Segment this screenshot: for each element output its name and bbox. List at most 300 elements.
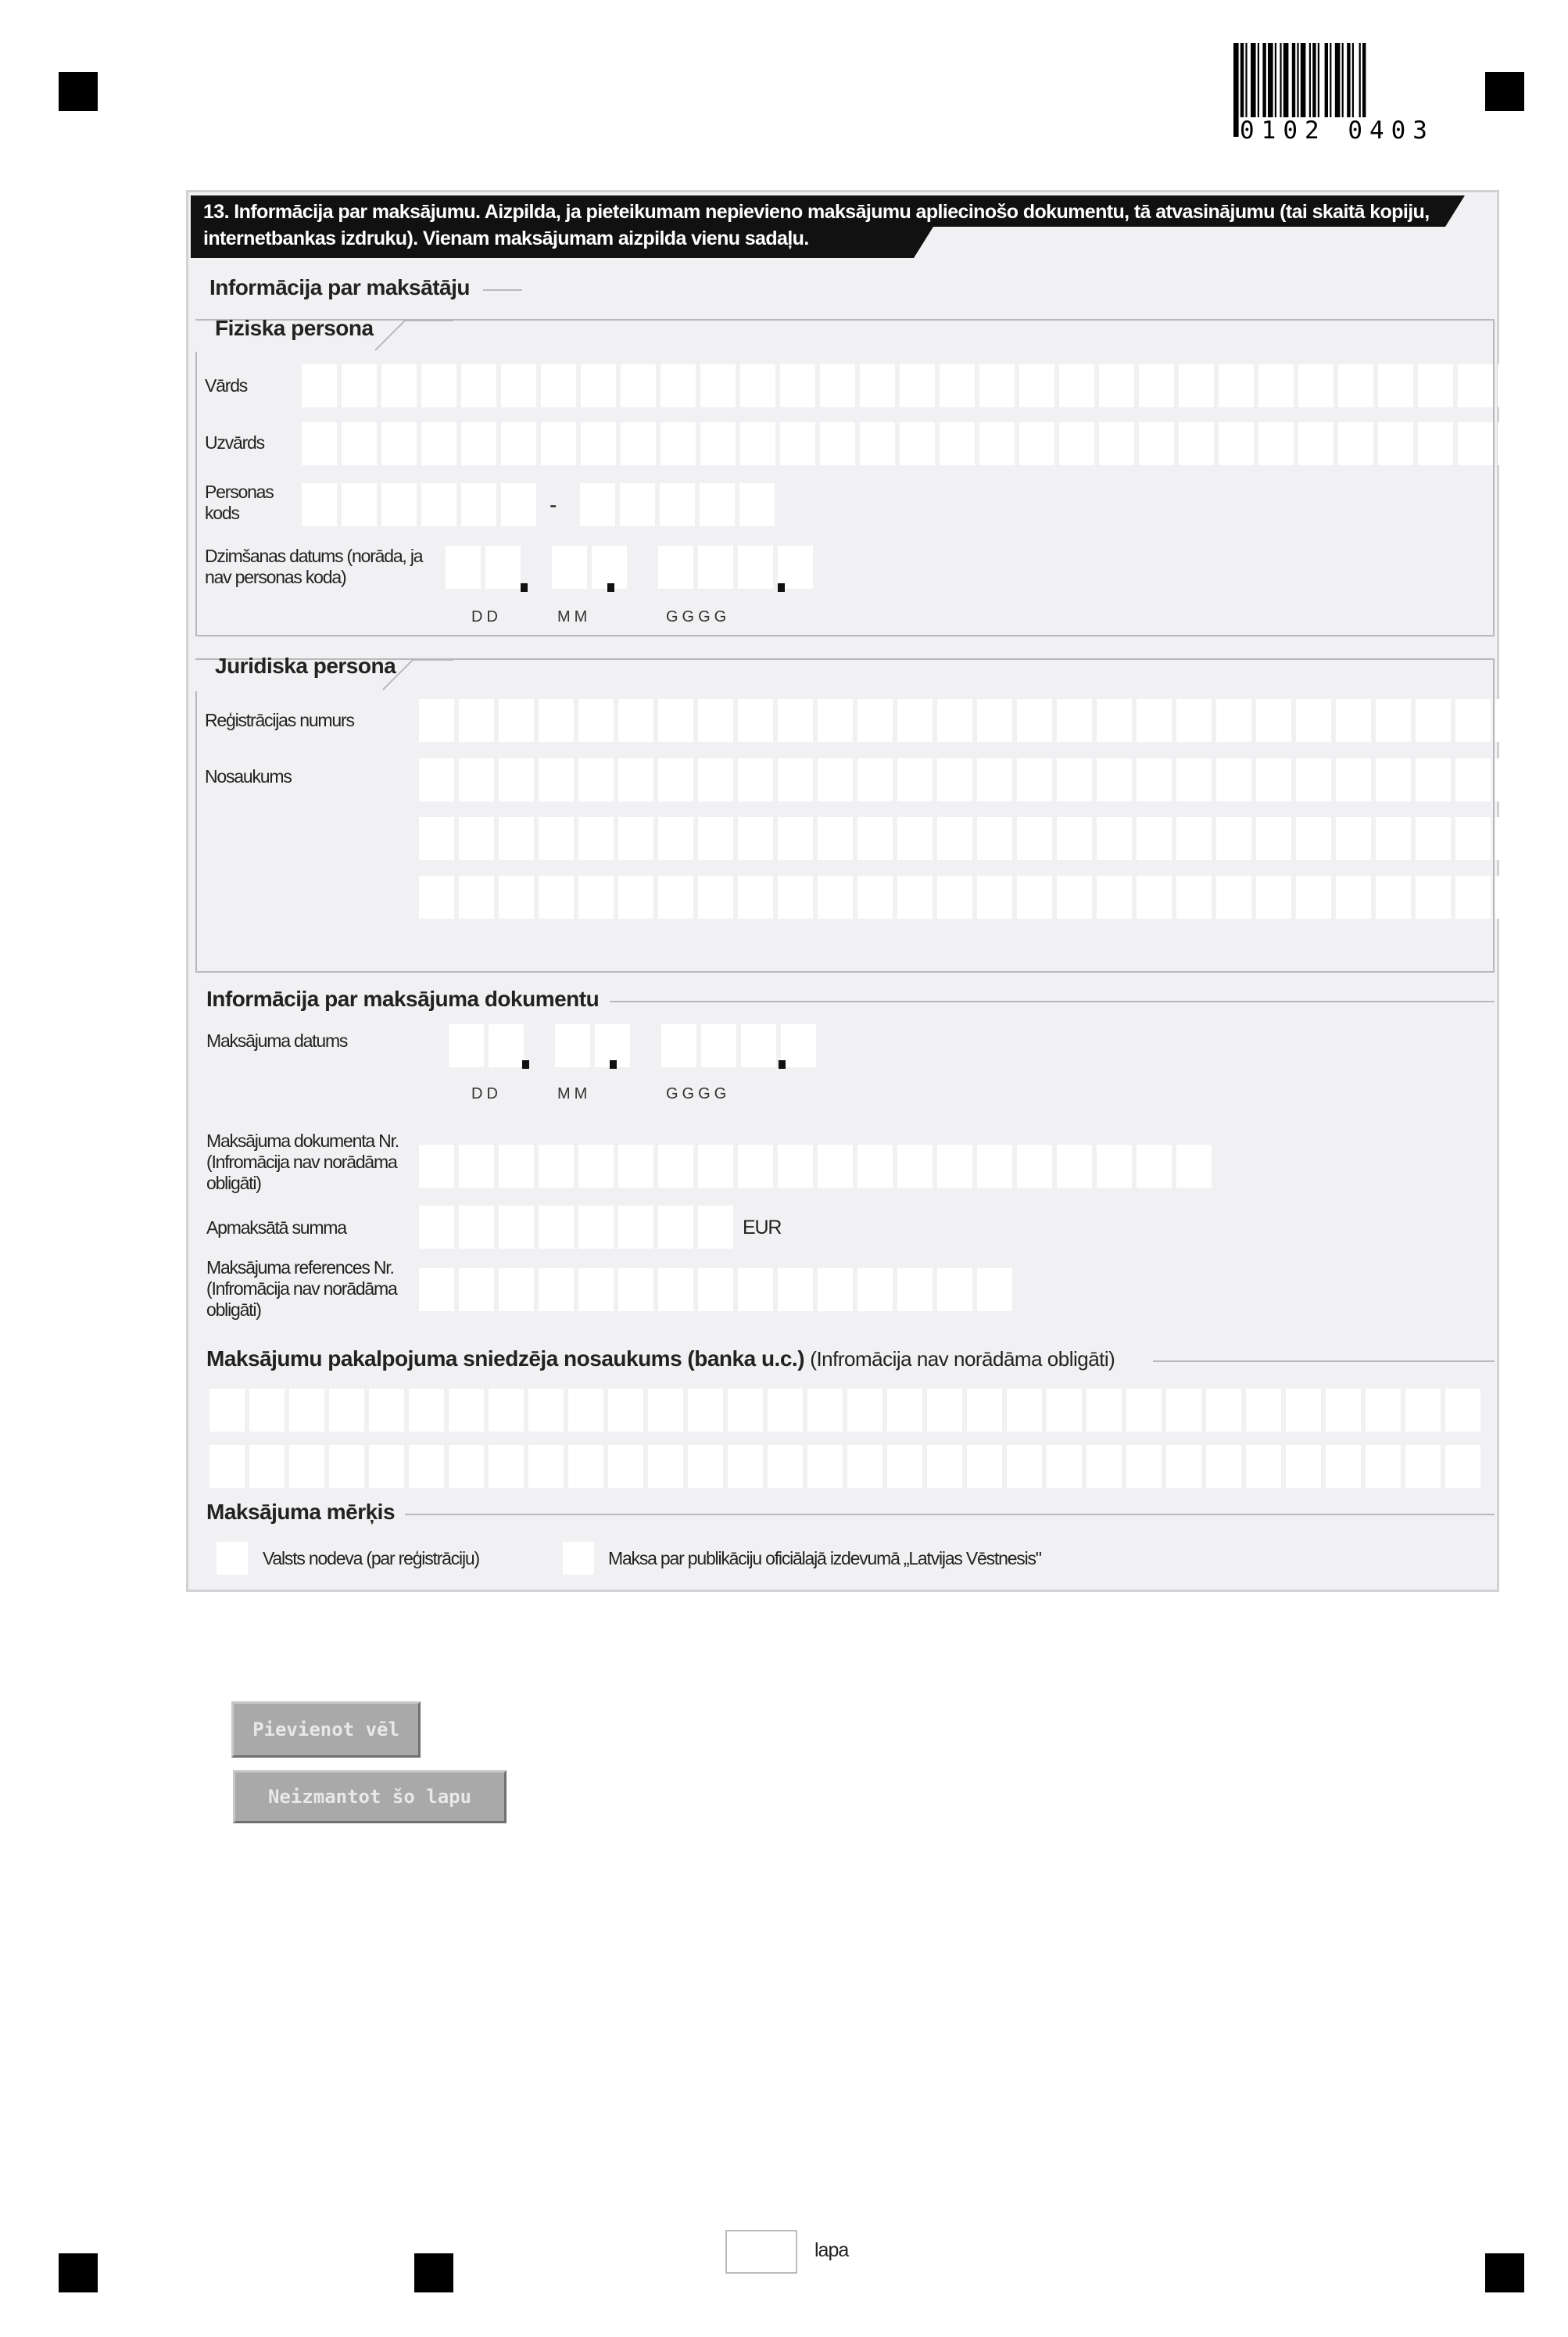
char-box[interactable]	[1097, 817, 1132, 860]
char-box[interactable]	[1137, 758, 1172, 801]
char-box[interactable]	[738, 1145, 773, 1188]
char-box[interactable]	[618, 758, 653, 801]
char-box[interactable]	[1326, 1445, 1361, 1488]
char-box[interactable]	[698, 1206, 733, 1249]
char-box[interactable]	[459, 817, 494, 860]
payment-date-input[interactable]	[449, 1024, 821, 1067]
char-box[interactable]	[419, 758, 454, 801]
char-box[interactable]	[1405, 1445, 1441, 1488]
char-box[interactable]	[660, 364, 696, 407]
char-box[interactable]	[860, 422, 895, 465]
char-box[interactable]	[741, 1024, 776, 1067]
birth-date-input[interactable]	[446, 546, 818, 589]
char-box[interactable]	[847, 1389, 882, 1432]
char-box[interactable]	[818, 758, 853, 801]
char-box[interactable]	[807, 1389, 843, 1432]
char-box[interactable]	[618, 1206, 653, 1249]
char-box[interactable]	[409, 1445, 444, 1488]
char-box[interactable]	[608, 1389, 643, 1432]
char-box[interactable]	[578, 1268, 614, 1311]
char-box[interactable]	[977, 758, 1012, 801]
char-box[interactable]	[1246, 1389, 1281, 1432]
char-box[interactable]	[927, 1445, 962, 1488]
char-box[interactable]	[1097, 876, 1132, 919]
char-box[interactable]	[1176, 876, 1212, 919]
char-box[interactable]	[1216, 876, 1251, 919]
char-box[interactable]	[461, 364, 496, 407]
char-box[interactable]	[660, 483, 695, 526]
char-box[interactable]	[499, 876, 534, 919]
char-box[interactable]	[778, 546, 813, 589]
char-box[interactable]	[739, 483, 775, 526]
char-box[interactable]	[661, 1024, 696, 1067]
char-box[interactable]	[1137, 876, 1172, 919]
char-box[interactable]	[1017, 876, 1052, 919]
char-box[interactable]	[860, 364, 895, 407]
char-box[interactable]	[977, 1268, 1012, 1311]
char-box[interactable]	[778, 876, 813, 919]
char-box[interactable]	[1445, 1445, 1480, 1488]
char-box[interactable]	[658, 1145, 693, 1188]
char-box[interactable]	[937, 699, 972, 742]
char-box[interactable]	[1216, 699, 1251, 742]
char-box[interactable]	[1047, 1445, 1082, 1488]
company-name-input-line3[interactable]	[419, 876, 1535, 919]
char-box[interactable]	[1139, 422, 1174, 465]
char-box[interactable]	[1445, 1389, 1480, 1432]
char-box[interactable]	[592, 546, 627, 589]
char-box[interactable]	[818, 817, 853, 860]
char-box[interactable]	[698, 699, 733, 742]
char-box[interactable]	[1495, 699, 1530, 742]
char-box[interactable]	[1087, 1445, 1122, 1488]
char-box[interactable]	[1256, 758, 1291, 801]
char-box[interactable]	[738, 546, 773, 589]
char-box[interactable]	[421, 364, 456, 407]
char-box[interactable]	[1455, 876, 1491, 919]
char-box[interactable]	[698, 817, 733, 860]
char-box[interactable]	[658, 876, 693, 919]
char-box[interactable]	[1176, 1145, 1212, 1188]
char-box[interactable]	[541, 364, 576, 407]
dont-use-page-button[interactable]: Neizmantot šo lapu	[233, 1770, 507, 1823]
char-box[interactable]	[419, 876, 454, 919]
char-box[interactable]	[568, 1445, 603, 1488]
personal-code-part2-input[interactable]	[580, 483, 779, 526]
char-box[interactable]	[1336, 817, 1371, 860]
char-box[interactable]	[768, 1445, 803, 1488]
char-box[interactable]	[1176, 758, 1212, 801]
char-box[interactable]	[1455, 817, 1491, 860]
char-box[interactable]	[897, 699, 933, 742]
char-box[interactable]	[499, 758, 534, 801]
char-box[interactable]	[818, 699, 853, 742]
char-box[interactable]	[658, 699, 693, 742]
char-box[interactable]	[302, 483, 337, 526]
char-box[interactable]	[658, 817, 693, 860]
company-name-input-line2[interactable]	[419, 817, 1535, 860]
char-box[interactable]	[568, 1389, 603, 1432]
char-box[interactable]	[1376, 817, 1411, 860]
char-box[interactable]	[1216, 817, 1251, 860]
char-box[interactable]	[807, 1445, 843, 1488]
char-box[interactable]	[818, 1268, 853, 1311]
char-box[interactable]	[1296, 699, 1331, 742]
char-box[interactable]	[1246, 1445, 1281, 1488]
char-box[interactable]	[209, 1389, 245, 1432]
char-box[interactable]	[738, 876, 773, 919]
char-box[interactable]	[1296, 876, 1331, 919]
char-box[interactable]	[698, 546, 733, 589]
reference-input[interactable]	[419, 1268, 1017, 1311]
char-box[interactable]	[539, 876, 574, 919]
char-box[interactable]	[381, 483, 417, 526]
char-box[interactable]	[489, 1024, 524, 1067]
char-box[interactable]	[897, 817, 933, 860]
char-box[interactable]	[1416, 876, 1451, 919]
char-box[interactable]	[1206, 1389, 1241, 1432]
char-box[interactable]	[1097, 1145, 1132, 1188]
char-box[interactable]	[1057, 758, 1092, 801]
char-box[interactable]	[700, 364, 736, 407]
char-box[interactable]	[618, 876, 653, 919]
char-box[interactable]	[618, 1145, 653, 1188]
char-box[interactable]	[1498, 422, 1533, 465]
last-name-input[interactable]	[302, 422, 1538, 465]
char-box[interactable]	[1057, 699, 1092, 742]
char-box[interactable]	[780, 422, 815, 465]
char-box[interactable]	[449, 1445, 484, 1488]
char-box[interactable]	[778, 817, 813, 860]
char-box[interactable]	[1378, 364, 1413, 407]
char-box[interactable]	[1007, 1389, 1042, 1432]
char-box[interactable]	[461, 422, 496, 465]
char-box[interactable]	[700, 483, 735, 526]
char-box[interactable]	[1286, 1445, 1321, 1488]
char-box[interactable]	[209, 1445, 245, 1488]
char-box[interactable]	[539, 699, 574, 742]
state-fee-checkbox[interactable]	[217, 1542, 248, 1575]
char-box[interactable]	[979, 422, 1015, 465]
char-box[interactable]	[499, 699, 534, 742]
char-box[interactable]	[977, 876, 1012, 919]
char-box[interactable]	[618, 817, 653, 860]
char-box[interactable]	[1495, 817, 1530, 860]
char-box[interactable]	[818, 876, 853, 919]
char-box[interactable]	[618, 699, 653, 742]
char-box[interactable]	[1139, 364, 1174, 407]
char-box[interactable]	[940, 422, 975, 465]
char-box[interactable]	[539, 817, 574, 860]
char-box[interactable]	[501, 422, 536, 465]
char-box[interactable]	[1458, 422, 1493, 465]
char-box[interactable]	[1126, 1445, 1162, 1488]
char-box[interactable]	[539, 1145, 574, 1188]
char-box[interactable]	[1376, 699, 1411, 742]
char-box[interactable]	[780, 364, 815, 407]
char-box[interactable]	[728, 1389, 763, 1432]
char-box[interactable]	[768, 1389, 803, 1432]
char-box[interactable]	[937, 1268, 972, 1311]
company-name-input-line1[interactable]	[419, 758, 1535, 801]
char-box[interactable]	[489, 1445, 524, 1488]
char-box[interactable]	[1378, 422, 1413, 465]
char-box[interactable]	[897, 1268, 933, 1311]
char-box[interactable]	[1017, 699, 1052, 742]
char-box[interactable]	[289, 1389, 324, 1432]
char-box[interactable]	[449, 1389, 484, 1432]
char-box[interactable]	[701, 1024, 736, 1067]
char-box[interactable]	[977, 699, 1012, 742]
char-box[interactable]	[581, 364, 616, 407]
char-box[interactable]	[1057, 876, 1092, 919]
char-box[interactable]	[887, 1389, 922, 1432]
char-box[interactable]	[621, 422, 656, 465]
char-box[interactable]	[552, 546, 587, 589]
char-box[interactable]	[1418, 364, 1453, 407]
char-box[interactable]	[1298, 422, 1334, 465]
char-box[interactable]	[446, 546, 481, 589]
char-box[interactable]	[1455, 758, 1491, 801]
char-box[interactable]	[1416, 699, 1451, 742]
char-box[interactable]	[740, 364, 775, 407]
char-box[interactable]	[857, 699, 893, 742]
char-box[interactable]	[1047, 1389, 1082, 1432]
char-box[interactable]	[937, 758, 972, 801]
char-box[interactable]	[528, 1445, 564, 1488]
char-box[interactable]	[1458, 364, 1493, 407]
char-box[interactable]	[618, 1268, 653, 1311]
char-box[interactable]	[740, 422, 775, 465]
char-box[interactable]	[528, 1389, 564, 1432]
char-box[interactable]	[381, 364, 417, 407]
char-box[interactable]	[459, 758, 494, 801]
char-box[interactable]	[459, 1206, 494, 1249]
char-box[interactable]	[302, 422, 337, 465]
char-box[interactable]	[738, 699, 773, 742]
char-box[interactable]	[1017, 817, 1052, 860]
char-box[interactable]	[499, 1268, 534, 1311]
char-box[interactable]	[1219, 422, 1254, 465]
char-box[interactable]	[1137, 817, 1172, 860]
char-box[interactable]	[738, 817, 773, 860]
char-box[interactable]	[419, 1268, 454, 1311]
char-box[interactable]	[857, 1145, 893, 1188]
char-box[interactable]	[967, 1389, 1002, 1432]
char-box[interactable]	[1338, 422, 1373, 465]
char-box[interactable]	[977, 817, 1012, 860]
char-box[interactable]	[1166, 1445, 1201, 1488]
char-box[interactable]	[1206, 1445, 1241, 1488]
char-box[interactable]	[1495, 876, 1530, 919]
char-box[interactable]	[499, 1145, 534, 1188]
char-box[interactable]	[1326, 1389, 1361, 1432]
char-box[interactable]	[1418, 422, 1453, 465]
char-box[interactable]	[1256, 699, 1291, 742]
char-box[interactable]	[1498, 364, 1533, 407]
char-box[interactable]	[1296, 758, 1331, 801]
char-box[interactable]	[847, 1445, 882, 1488]
char-box[interactable]	[937, 876, 972, 919]
char-box[interactable]	[927, 1389, 962, 1432]
amount-input[interactable]	[419, 1206, 738, 1249]
char-box[interactable]	[738, 758, 773, 801]
char-box[interactable]	[698, 1268, 733, 1311]
char-box[interactable]	[302, 364, 337, 407]
char-box[interactable]	[1366, 1445, 1401, 1488]
char-box[interactable]	[1017, 1145, 1052, 1188]
char-box[interactable]	[1057, 1145, 1092, 1188]
char-box[interactable]	[688, 1445, 723, 1488]
char-box[interactable]	[539, 1268, 574, 1311]
char-box[interactable]	[1087, 1389, 1122, 1432]
char-box[interactable]	[1455, 699, 1491, 742]
char-box[interactable]	[501, 364, 536, 407]
char-box[interactable]	[900, 422, 935, 465]
char-box[interactable]	[1219, 364, 1254, 407]
char-box[interactable]	[1338, 364, 1373, 407]
char-box[interactable]	[419, 1145, 454, 1188]
first-name-input[interactable]	[302, 364, 1538, 407]
char-box[interactable]	[648, 1389, 683, 1432]
personal-code-part1-input[interactable]	[302, 483, 541, 526]
char-box[interactable]	[1099, 422, 1134, 465]
char-box[interactable]	[369, 1445, 404, 1488]
char-box[interactable]	[578, 817, 614, 860]
char-box[interactable]	[1256, 876, 1291, 919]
char-box[interactable]	[658, 758, 693, 801]
char-box[interactable]	[1495, 758, 1530, 801]
char-box[interactable]	[580, 483, 615, 526]
char-box[interactable]	[578, 1206, 614, 1249]
char-box[interactable]	[658, 1268, 693, 1311]
char-box[interactable]	[620, 483, 655, 526]
char-box[interactable]	[329, 1445, 364, 1488]
char-box[interactable]	[459, 1145, 494, 1188]
char-box[interactable]	[1137, 1145, 1172, 1188]
char-box[interactable]	[249, 1445, 285, 1488]
char-box[interactable]	[1059, 364, 1094, 407]
char-box[interactable]	[329, 1389, 364, 1432]
char-box[interactable]	[1057, 817, 1092, 860]
char-box[interactable]	[857, 1268, 893, 1311]
char-box[interactable]	[1258, 422, 1294, 465]
char-box[interactable]	[1176, 817, 1212, 860]
char-box[interactable]	[1405, 1389, 1441, 1432]
char-box[interactable]	[459, 1268, 494, 1311]
char-box[interactable]	[778, 1145, 813, 1188]
char-box[interactable]	[1179, 364, 1214, 407]
char-box[interactable]	[688, 1389, 723, 1432]
char-box[interactable]	[818, 1145, 853, 1188]
char-box[interactable]	[409, 1389, 444, 1432]
char-box[interactable]	[555, 1024, 590, 1067]
char-box[interactable]	[900, 364, 935, 407]
char-box[interactable]	[421, 483, 456, 526]
char-box[interactable]	[485, 546, 521, 589]
publication-fee-checkbox[interactable]	[563, 1542, 594, 1575]
char-box[interactable]	[937, 1145, 972, 1188]
char-box[interactable]	[820, 422, 855, 465]
char-box[interactable]	[621, 364, 656, 407]
char-box[interactable]	[578, 758, 614, 801]
char-box[interactable]	[539, 758, 574, 801]
char-box[interactable]	[698, 758, 733, 801]
char-box[interactable]	[698, 876, 733, 919]
char-box[interactable]	[578, 876, 614, 919]
char-box[interactable]	[977, 1145, 1012, 1188]
char-box[interactable]	[1126, 1389, 1162, 1432]
char-box[interactable]	[1097, 699, 1132, 742]
char-box[interactable]	[1179, 422, 1214, 465]
char-box[interactable]	[1176, 699, 1212, 742]
char-box[interactable]	[778, 699, 813, 742]
char-box[interactable]	[887, 1445, 922, 1488]
provider-name-input-line1[interactable]	[209, 1389, 1485, 1432]
char-box[interactable]	[1019, 422, 1054, 465]
char-box[interactable]	[459, 876, 494, 919]
char-box[interactable]	[1258, 364, 1294, 407]
char-box[interactable]	[419, 699, 454, 742]
char-box[interactable]	[1416, 817, 1451, 860]
char-box[interactable]	[967, 1445, 1002, 1488]
char-box[interactable]	[1336, 758, 1371, 801]
char-box[interactable]	[1376, 758, 1411, 801]
char-box[interactable]	[1097, 758, 1132, 801]
char-box[interactable]	[578, 1145, 614, 1188]
char-box[interactable]	[342, 422, 377, 465]
char-box[interactable]	[1416, 758, 1451, 801]
char-box[interactable]	[658, 1206, 693, 1249]
char-box[interactable]	[698, 1145, 733, 1188]
char-box[interactable]	[459, 699, 494, 742]
provider-name-input-line2[interactable]	[209, 1445, 1485, 1488]
char-box[interactable]	[700, 422, 736, 465]
char-box[interactable]	[1137, 699, 1172, 742]
char-box[interactable]	[1099, 364, 1134, 407]
char-box[interactable]	[1336, 876, 1371, 919]
char-box[interactable]	[820, 364, 855, 407]
char-box[interactable]	[249, 1389, 285, 1432]
char-box[interactable]	[781, 1024, 816, 1067]
char-box[interactable]	[1166, 1389, 1201, 1432]
char-box[interactable]	[1216, 758, 1251, 801]
char-box[interactable]	[419, 1206, 454, 1249]
char-box[interactable]	[648, 1445, 683, 1488]
char-box[interactable]	[897, 1145, 933, 1188]
char-box[interactable]	[1286, 1389, 1321, 1432]
char-box[interactable]	[897, 876, 933, 919]
char-box[interactable]	[1007, 1445, 1042, 1488]
char-box[interactable]	[979, 364, 1015, 407]
char-box[interactable]	[541, 422, 576, 465]
char-box[interactable]	[461, 483, 496, 526]
char-box[interactable]	[778, 1268, 813, 1311]
char-box[interactable]	[937, 817, 972, 860]
char-box[interactable]	[857, 876, 893, 919]
char-box[interactable]	[738, 1268, 773, 1311]
char-box[interactable]	[1336, 699, 1371, 742]
char-box[interactable]	[578, 699, 614, 742]
char-box[interactable]	[342, 483, 377, 526]
char-box[interactable]	[728, 1445, 763, 1488]
char-box[interactable]	[1256, 817, 1291, 860]
char-box[interactable]	[489, 1389, 524, 1432]
char-box[interactable]	[1019, 364, 1054, 407]
char-box[interactable]	[940, 364, 975, 407]
doc-number-input[interactable]	[419, 1145, 1216, 1188]
char-box[interactable]	[499, 1206, 534, 1249]
